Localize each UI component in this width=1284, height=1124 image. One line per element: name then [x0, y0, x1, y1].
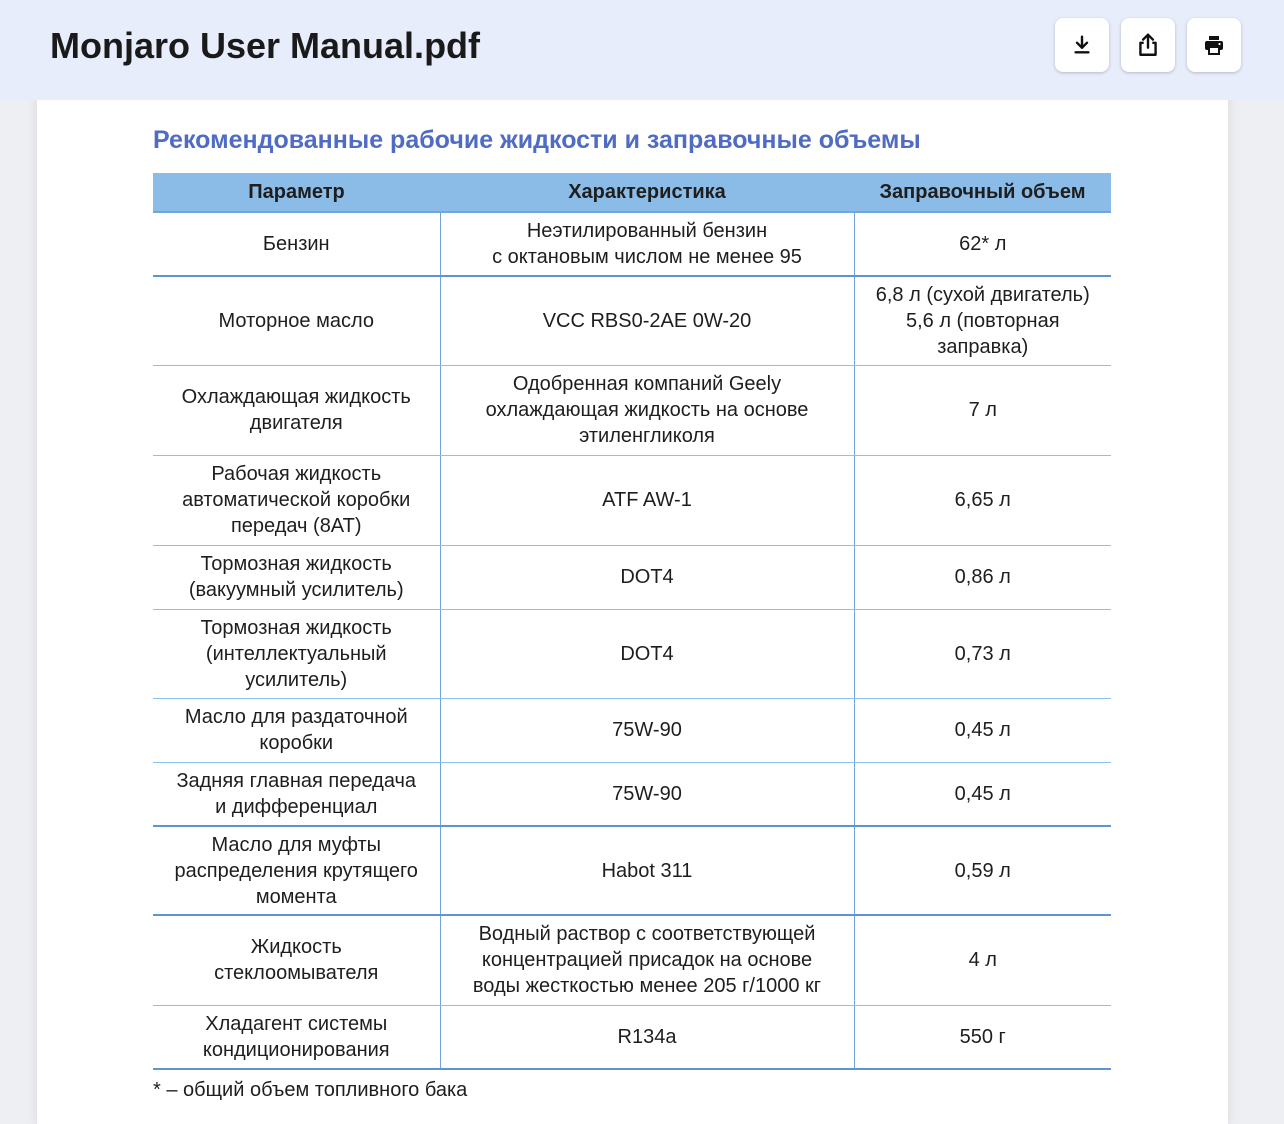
- param-cell: [153, 762, 440, 826]
- cell-text-line: Масло для раздаточной: [184, 706, 408, 728]
- param-cell: [153, 826, 440, 915]
- cell-text-line: коробки: [259, 732, 334, 754]
- cell-text-line: Масло для муфты: [211, 833, 382, 856]
- cell-text-line: этиленгликоля: [579, 425, 715, 447]
- volume-cell: [854, 698, 1111, 762]
- cell-text-line: 7 л: [968, 399, 997, 421]
- download-icon: [1071, 34, 1093, 56]
- spec-cell: [440, 455, 854, 545]
- cell-text-line: Рабочая жидкость: [211, 463, 382, 485]
- cell-text-line: ATF AW-1: [602, 489, 692, 511]
- cell-text-line: (вакуумный усилитель): [188, 579, 404, 601]
- cell-text-line: 0,45 л: [954, 719, 1011, 741]
- cell-text-line: Хладагент системы: [205, 1012, 388, 1035]
- cell-text-line: Задняя главная передача: [176, 769, 417, 792]
- volume-cell: [854, 762, 1111, 826]
- volume-cell: [854, 1005, 1111, 1069]
- cell-text-line: 0,59 л: [954, 859, 1011, 882]
- cell-text-line: 0,86 л: [954, 566, 1011, 588]
- volume-cell: [854, 915, 1111, 1005]
- cell-text-line: 0,45 л: [954, 782, 1011, 805]
- cell-text-line: кондиционирования: [202, 1038, 390, 1061]
- share-icon: [1135, 32, 1161, 58]
- download-button[interactable]: [1055, 18, 1109, 72]
- cell-text-line: Тормозная жидкость: [200, 616, 392, 639]
- spec-cell: [440, 609, 854, 698]
- section-heading: Рекомендованные рабочие жидкости и заправочные объемы: [153, 126, 921, 154]
- cell-text-line: Бензин: [262, 233, 330, 255]
- table-row: [153, 1005, 1111, 1069]
- volume-cell: [854, 609, 1111, 698]
- table-row: [153, 212, 1111, 276]
- cell-text-line: Одобренная компаний Geely: [512, 373, 782, 395]
- print-button[interactable]: [1187, 18, 1241, 72]
- cell-text-line: DOT4: [620, 566, 674, 588]
- table-row: [153, 455, 1111, 545]
- cell-text-line: 5,6 л (повторная: [905, 309, 1060, 332]
- spec-cell: [440, 276, 854, 365]
- cell-text-line: двигателя: [249, 412, 343, 434]
- param-cell: [153, 365, 440, 455]
- spec-cell: [440, 915, 854, 1005]
- spec-cell: [440, 826, 854, 915]
- cell-text-line: автоматической коробки: [182, 489, 411, 511]
- document-title: Monjaro User Manual.pdf: [50, 25, 481, 66]
- table-row: [153, 826, 1111, 915]
- cell-text-line: Жидкость: [250, 936, 342, 959]
- volume-cell: [854, 545, 1111, 609]
- spec-cell: [440, 212, 854, 276]
- cell-text-line: Охлаждающая жидкость: [181, 386, 411, 408]
- cell-text-line: охлаждающая жидкость на основе: [485, 399, 809, 421]
- cell-text-line: R134a: [617, 1025, 677, 1048]
- table-row: [153, 545, 1111, 609]
- cell-text-line: Неэтилированный бензин: [526, 220, 768, 242]
- volume-cell: [854, 212, 1111, 276]
- cell-text-line: 550 г: [959, 1025, 1006, 1048]
- cell-text-line: Моторное масло: [218, 309, 374, 332]
- cell-text-line: передач (8AT): [230, 515, 362, 537]
- cell-text-line: 6,65 л: [954, 489, 1011, 511]
- column-header: Параметр: [153, 173, 440, 212]
- volume-cell: [854, 826, 1111, 915]
- spec-cell: [440, 1005, 854, 1069]
- column-header: Заправочный объем: [854, 173, 1111, 212]
- param-cell: [153, 276, 440, 365]
- cell-text-line: момента: [255, 885, 337, 908]
- cell-text-line: (интеллектуальный: [205, 642, 387, 665]
- volume-cell: [854, 276, 1111, 365]
- param-cell: [153, 212, 440, 276]
- param-cell: [153, 698, 440, 762]
- param-cell: [153, 609, 440, 698]
- cell-text-line: концентрацией присадок на основе: [481, 949, 813, 972]
- cell-text-line: VCC RBS0-2AE 0W-20: [542, 309, 752, 332]
- fluids-table: [153, 173, 1111, 1070]
- cell-text-line: воды жесткостью менее 205 г/1000 кг: [472, 975, 822, 998]
- volume-cell: [854, 365, 1111, 455]
- cell-text-line: 0,73 л: [954, 642, 1011, 665]
- cell-text-line: 75W-90: [612, 782, 682, 805]
- cell-text-line: DOT4: [620, 642, 674, 665]
- share-button[interactable]: [1121, 18, 1175, 72]
- param-cell: [153, 545, 440, 609]
- cell-text-line: Habot 311: [601, 859, 693, 882]
- spec-cell: [440, 762, 854, 826]
- table-row: [153, 762, 1111, 826]
- cell-text-line: усилитель): [245, 668, 348, 691]
- cell-text-line: 75W-90: [612, 719, 682, 741]
- pdf-page: [37, 0, 1228, 1124]
- footnote: * – общий объем топливного бака: [153, 1079, 468, 1101]
- cell-text-line: распределения крутящего: [174, 859, 418, 882]
- cell-text-line: 6,8 л (сухой двигатель): [875, 283, 1090, 306]
- param-cell: [153, 455, 440, 545]
- table-row: [153, 698, 1111, 762]
- cell-text-line: Водный раствор с соответствующей: [478, 923, 816, 946]
- cell-text-line: Тормозная жидкость: [200, 553, 392, 575]
- cell-text-line: 62* л: [959, 233, 1007, 255]
- cell-text-line: и дифференциал: [215, 795, 378, 818]
- volume-cell: [854, 455, 1111, 545]
- table-row: [153, 915, 1111, 1005]
- table-row: [153, 365, 1111, 455]
- column-header: Характеристика: [440, 173, 854, 212]
- table-row: [153, 276, 1111, 365]
- cell-text-line: с октановым числом не менее 95: [492, 246, 802, 268]
- table-header-row: [153, 173, 1111, 212]
- print-icon: [1202, 33, 1226, 57]
- cell-text-line: стеклоомывателя: [214, 962, 379, 985]
- spec-cell: [440, 365, 854, 455]
- param-cell: [153, 915, 440, 1005]
- spec-cell: [440, 545, 854, 609]
- cell-text-line: 4 л: [968, 949, 997, 972]
- toolbar: [0, 0, 1284, 100]
- cell-text-line: заправка): [937, 335, 1029, 358]
- spec-cell: [440, 698, 854, 762]
- param-cell: [153, 1005, 440, 1069]
- table-row: [153, 609, 1111, 698]
